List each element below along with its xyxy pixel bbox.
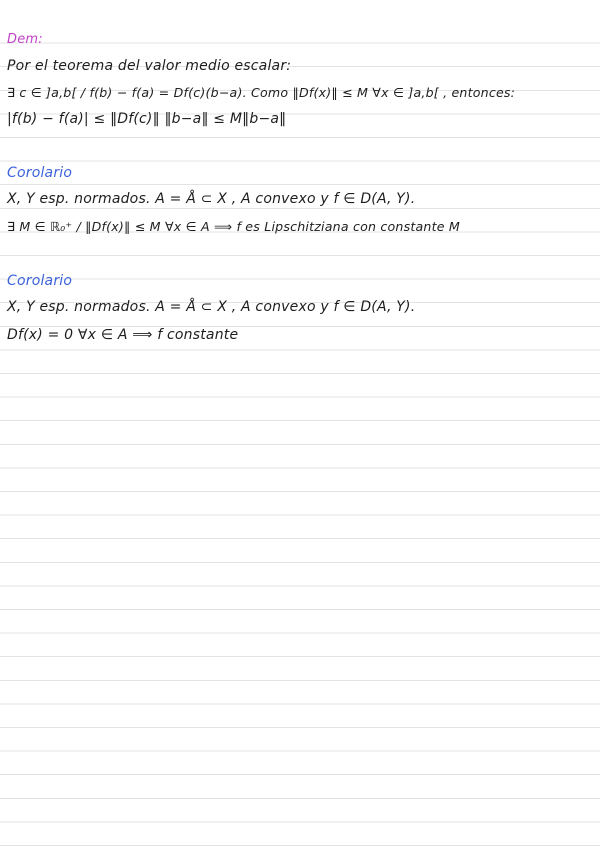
corollary-1-heading: Corolario <box>7 165 73 181</box>
dem-line-3: |f(b) − f(a)| ≤ ‖Df(c)‖ ‖b−a‖ ≤ M‖b−a‖ <box>7 111 287 127</box>
corollary-2-heading: Corolario <box>7 273 73 289</box>
dem-line-1: Por el teorema del valor medio escalar: <box>7 58 292 74</box>
corollary-1-line-1: X, Y esp. normados. A = Å ⊂ X , A convexo y f ∈ D(A, Y). <box>7 191 416 207</box>
dem-line-2: ∃ c ∈ ]a,b[ / f(b) − f(a) = Df(c)(b−a). Como ‖Df(x)‖ ≤ M ∀x ∈ ]a,b[ , entonces: <box>7 85 516 100</box>
corollary-2-line-1: X, Y esp. normados. A = Å ⊂ X , A convexo y f ∈ D(A, Y). <box>7 299 416 315</box>
dem-heading: Dem: <box>7 32 43 47</box>
corollary-2-line-2: Df(x) = 0 ∀x ∈ A ⟹ f constante <box>7 327 239 343</box>
corollary-1-line-2: ∃ M ∈ ℝ₀⁺ / ‖Df(x)‖ ≤ M ∀x ∈ A ⟹ f es Lipschitziana con constante M <box>7 219 460 234</box>
